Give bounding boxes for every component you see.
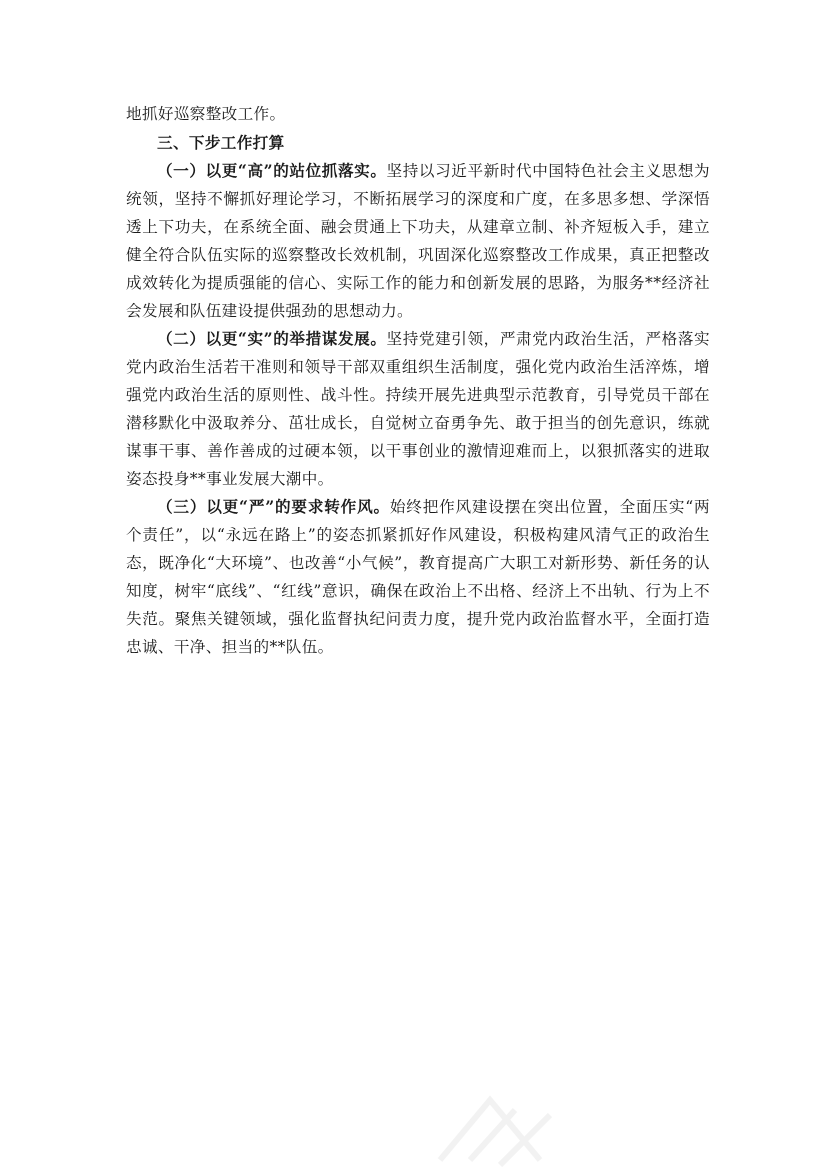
watermark-stamp bbox=[430, 1080, 570, 1170]
item-lead-1: （一）以更“高”的站位抓落实。 bbox=[157, 161, 387, 180]
continuation-paragraph: 地抓好巡察整改工作。 bbox=[126, 105, 286, 123]
item-lead-2: （二）以更“实”的举措谋发展。 bbox=[157, 329, 387, 348]
document-body bbox=[126, 100, 710, 661]
item-paragraph-3 bbox=[126, 493, 710, 661]
item-paragraph-1 bbox=[126, 157, 710, 325]
item-body-3: 始终把作风建设摆在突出位置，全面压实“两个责任”，以“永远在路上”的姿态抓紧抓好作风建设，积极构建风清气正的政治生态，既净化“大环境”、也改善“小气候”，教育提高广大职工对新形势、新任务的认知度，树牢“底线”、“红线”意识，确保在政治上不出格、经济上不出轨、行为上不失范。聚焦关键领域，强化监督执纪问责力度，提升党内政治监督水平，全面打造忠诚、干净、担当的**队伍。 bbox=[126, 498, 710, 656]
item-body-1: 坚持以习近平新时代中国特色社会主义思想为统领，坚持不懈抓好理论学习，不断拓展学习的深度和广度，在多思多想、学深悟透上下功夫，在系统全面、融会贯通上下功夫，从建章立制、补齐短板入手，建立健全符合队伍实际的巡察整改长效机制，巩固深化巡察整改工作成果，真正把整改成效转化为提质强能的信心、实际工作的能力和创新发展的思路，为服务**经济社会发展和队伍建设提供强劲的思想动力。 bbox=[126, 162, 710, 320]
item-lead-3: （三）以更“严”的要求转作风。 bbox=[157, 497, 390, 516]
section-heading: 三、下步工作打算 bbox=[157, 133, 285, 152]
item-paragraph-2 bbox=[126, 325, 710, 493]
item-body-2: 坚持党建引领，严肃党内政治生活，严格落实党内政治生活若干准则和领导干部双重组织生活制度，强化党内政治生活淬炼，增强党内政治生活的原则性、战斗性。持续开展先进典型示范教育，引导党员干部在潜移默化中汲取养分、茁壮成长，自觉树立奋勇争先、敢于担当的创先意识，练就谋事干事、善作善成的过硬本领，以干事创业的激情迎难而上，以狠抓落实的进取姿态投身**事业发展大潮中。 bbox=[126, 330, 710, 488]
